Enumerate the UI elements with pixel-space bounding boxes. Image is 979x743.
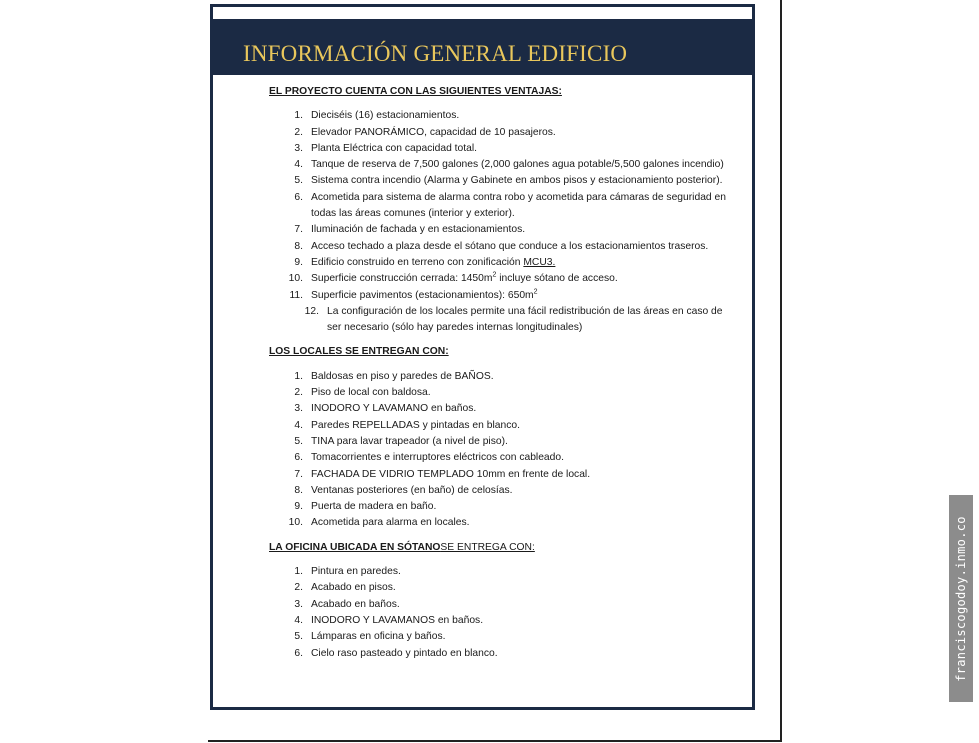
list-item: 6. Tomacorrientes e interruptores eléctricos con cableado.	[294, 452, 564, 464]
section-heading-ventajas: EL PROYECTO CUENTA CON LAS SIGUIENTES VENTAJAS:	[269, 86, 562, 97]
list-item: 8. Ventanas posteriores (en baño) de celosías.	[294, 484, 513, 496]
list-item: 11. Superficie pavimentos (estacionamientos): $650m^2$	[289, 288, 538, 301]
list-item: 1. Pintura en paredes.	[294, 566, 401, 578]
list-item: 8. Acceso techado a plaza desde el sótano que conduce a los estacionamientos traseros.	[294, 240, 709, 252]
list-ventajas	[269, 108, 739, 336]
section-heading-locales: LOS LOCALES SE ENTREGAN CON:	[269, 346, 449, 358]
list-item: 2. Piso de local con baldosa.	[294, 387, 431, 399]
list-item: 3. INODORO Y LAVAMANO en baños.	[294, 403, 477, 415]
zoning-code: MCU3.	[523, 256, 556, 268]
list-item: 9. Edificio construido en terreno con zonificación MCU3.	[294, 256, 556, 268]
list-item: 12. La configuración de los locales permite una fácil redistribución de las áreas en caso de ser necesario (sólo hay paredes internas longitudinales)	[304, 305, 723, 334]
list-item: 5. Sistema contra incendio (Alarma y Gabinete en ambos pisos y estacionamiento posterior).	[294, 175, 723, 187]
list-item: 4. Tanque de reserva de 7,500 galones (2,000 galones agua potable/5,500 galones incendio)	[294, 159, 724, 171]
list-item: 3. Acabado en baños.	[294, 598, 400, 610]
section-heading-oficina: LA OFICINA UBICADA EN SÓTANOSE ENTREGA CON:	[269, 541, 535, 553]
list-item: 2. Acabado en pisos.	[294, 582, 396, 594]
list-item: 5. Lámparas en oficina y baños.	[294, 631, 446, 643]
list-oficina	[269, 564, 739, 662]
list-item: 3. Planta Eléctrica con capacidad total.	[294, 142, 477, 154]
list-item: 1. Baldosas en piso y paredes de BAÑOS.	[294, 370, 494, 382]
list-item: 1. Dieciséis (16) estacionamientos.	[294, 110, 460, 122]
page-title: INFORMACIÓN GENERAL EDIFICIO	[243, 41, 628, 66]
list-item: 7. Iluminación de fachada y en estacionamientos.	[294, 224, 526, 236]
list-item: 9. Puerta de madera en baño.	[294, 501, 437, 513]
list-item: 10. Acometida para alarma en locales.	[288, 517, 470, 529]
watermark-text: franciscogodoy.inmo.co	[954, 515, 968, 682]
list-item: 10. Superficie construcción cerrada: $1450m^2$ incluye sótano de acceso.	[288, 271, 618, 285]
document-frame	[210, 4, 755, 710]
list-item: 6. Acometida para sistema de alarma contra robo y acometida para cámaras de seguridad en todas las áreas comunes (interior y exterior).	[294, 191, 726, 220]
document-content	[269, 84, 739, 670]
list-item: 6. Cielo raso pasteado y pintado en blanco.	[294, 647, 498, 659]
list-item: 4. Paredes REPELLADAS y pintadas en blanco.	[294, 419, 520, 431]
list-item: 7. FACHADA DE VIDRIO TEMPLADO 10mm en frente de local.	[294, 468, 591, 480]
title-banner	[213, 19, 752, 75]
list-locales	[269, 369, 739, 532]
list-item: 4. INODORO Y LAVAMANOS en baños.	[294, 614, 484, 626]
list-item: 5. TINA para lavar trapeador (a nivel de piso).	[294, 435, 508, 447]
watermark-link[interactable]	[949, 495, 973, 702]
list-item: 2. Elevador PANORÁMICO, capacidad de 10 pasajeros.	[294, 126, 556, 138]
